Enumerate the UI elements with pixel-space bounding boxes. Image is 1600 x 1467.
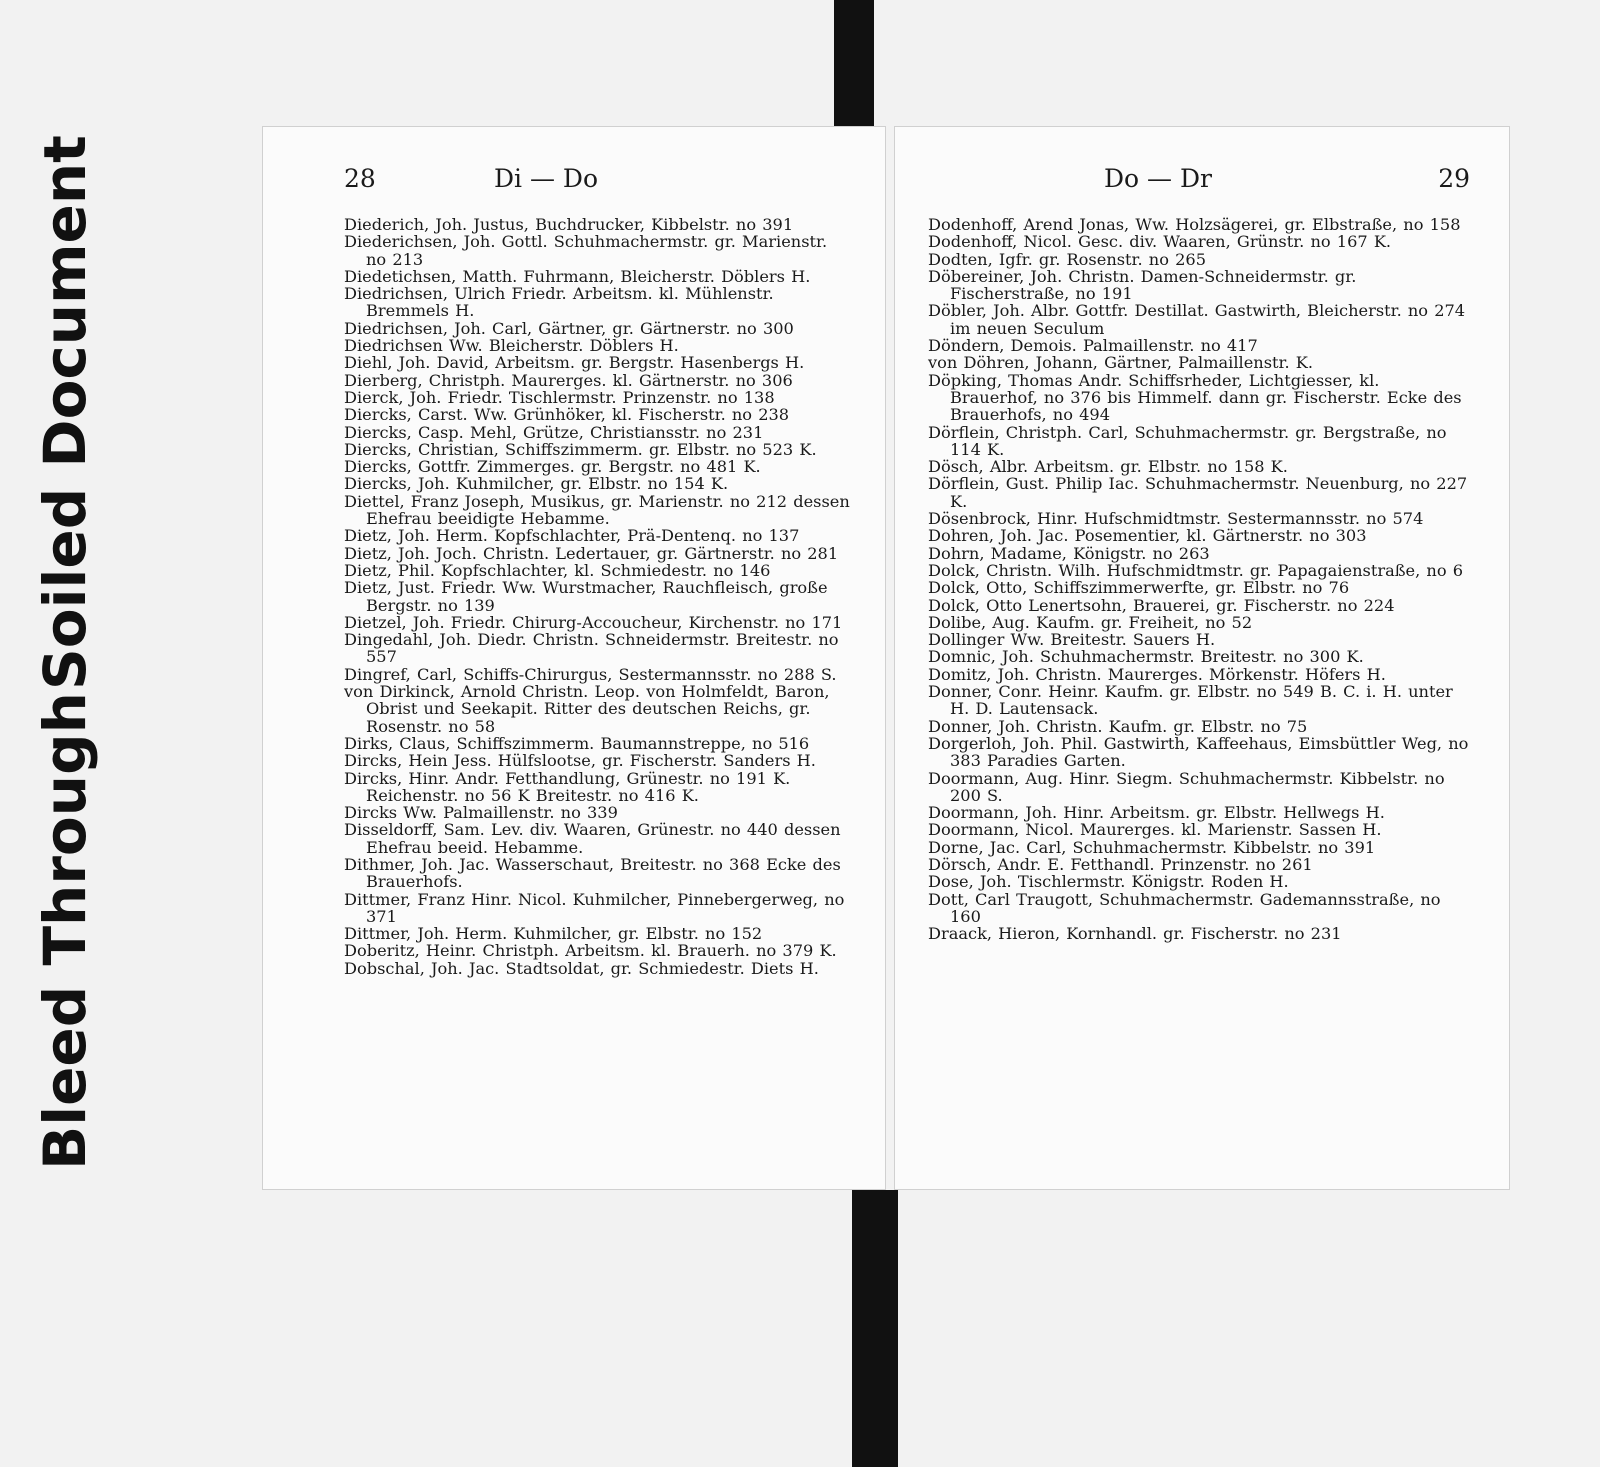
directory-entry: Döndern, Demois. Palmaillenstr. no 417 (928, 336, 1258, 356)
directory-entry: Dohren, Joh. Jac. Posementier, kl. Gärtnerstr. no 303 (928, 526, 1367, 546)
book-gutter-top (834, 0, 874, 126)
left-page (262, 126, 886, 1190)
right-page-number: 29 (1438, 164, 1470, 193)
directory-entry: Diedrichsen, Ulrich Friedr. Arbeitsm. kl. Mühlenstr. Bremmels H. (344, 284, 780, 321)
directory-entry: Dolck, Otto, Schiffszimmerwerfte, gr. Elbstr. no 76 (928, 578, 1350, 598)
directory-entry: Doormann, Nicol. Maurerges. kl. Marienstr. Sassen H. (928, 820, 1382, 840)
directory-entry: Dithmer, Joh. Jac. Wasserschaut, Breitestr. no 368 Ecke des Brauerhofs. (344, 854, 847, 892)
directory-entry: Doberitz, Heinr. Christph. Arbeitsm. kl. Brauerh. no 379 K. (344, 941, 837, 961)
directory-entry: Dingedahl, Joh. Diedr. Christn. Schneidermstr. Breitestr. no 557 (344, 630, 845, 667)
directory-entry: von Dirkinck, Arnold Christn. Leop. von Holmfeldt, Baron, Obrist und Seekapit. Ritter des deutschen Reichs, gr. Rosenstr. no 58 (344, 682, 836, 736)
directory-entry: Dolck, Otto Lenertsohn, Brauerei, gr. Fischerstr. no 224 (928, 595, 1395, 615)
directory-entry: Diederichsen, Joh. Gottl. Schuhmachermstr. gr. Marienstr. no 213 (344, 232, 834, 269)
directory-entry: Dittmer, Joh. Herm. Kuhmilcher, gr. Elbstr. no 152 (344, 924, 763, 944)
directory-entry: Dierberg, Christph. Maurerges. kl. Gärtnerstr. no 306 (344, 370, 793, 390)
directory-entry: Donner, Conr. Heinr. Kaufm. gr. Elbstr. no 549 B. C. i. H. unter H. D. Lautensack. (928, 682, 1459, 719)
directory-entry: Dolck, Christn. Wilh. Hufschmidtmstr. gr. Papagaienstraße, no 6 (928, 560, 1464, 580)
directory-entry: Dott, Carl Traugott, Schuhmachermstr. Gademannsstraße, no 160 (928, 889, 1447, 926)
directory-entry: Dörflein, Gust. Philip Iac. Schuhmachermstr. Neuenburg, no 227 K. (928, 474, 1474, 511)
directory-entry: Diercks, Carst. Ww. Grünhöker, kl. Fischerstr. no 238 (344, 405, 790, 425)
directory-entry: Dobschal, Joh. Jac. Stadtsoldat, gr. Schmiedestr. Diets H. (344, 958, 819, 978)
directory-entry: Dodten, Igfr. gr. Rosenstr. no 265 (928, 249, 1207, 269)
directory-entry: Döbler, Joh. Albr. Gottfr. Destillat. Gastwirth, Bleicherstr. no 274 im neuen Seculum (928, 301, 1472, 338)
directory-entry: Diehl, Joh. David, Arbeitsm. gr. Bergstr. Hasenbergs H. (344, 353, 805, 373)
directory-entry: Diedrichsen, Joh. Carl, Gärtner, gr. Gärtnerstr. no 300 (344, 318, 794, 338)
directory-entry: Donner, Joh. Christn. Kaufm. gr. Elbstr. no 75 (928, 716, 1308, 736)
directory-entry: Dösch, Albr. Arbeitsm. gr. Elbstr. no 158 K. (928, 457, 1288, 477)
directory-entry: Dodenhoff, Arend Jonas, Ww. Holzsägerei, gr. Elbstraße, no 158 (928, 215, 1461, 234)
directory-entry: Doormann, Aug. Hinr. Siegm. Schuhmachermstr. Kibbelstr. no 200 S. (928, 768, 1451, 805)
directory-entry: Dolibe, Aug. Kaufm. gr. Freiheit, no 52 (928, 612, 1253, 632)
directory-entry: von Döhren, Johann, Gärtner, Palmaillenstr. K. (928, 353, 1314, 373)
directory-entry: Diederich, Joh. Justus, Buchdrucker, Kibbelstr. no 391 (344, 215, 794, 234)
directory-entry: Dingref, Carl, Schiffs-Chirurgus, Sestermannsstr. no 288 S. (344, 664, 837, 684)
label-bleed-through: Bleed Through (31, 692, 99, 1170)
directory-entry: Dodenhoff, Nicol. Gesc. div. Waaren, Grünstr. no 167 K. (928, 232, 1392, 252)
right-letter-range: Do — Dr (1104, 164, 1212, 193)
directory-entry: Dollinger Ww. Breitestr. Sauers H. (928, 630, 1216, 650)
directory-entry: Diercks, Christian, Schiffszimmerm. gr. Elbstr. no 523 K. (344, 439, 817, 459)
directory-entry: Dorne, Jac. Carl, Schuhmachermstr. Kibbelstr. no 391 (928, 837, 1376, 857)
directory-entry: Diercks, Gottfr. Zimmerges. gr. Bergstr. no 481 K. (344, 457, 761, 477)
directory-entry: Dirks, Claus, Schiffszimmerm. Baumannstreppe, no 516 (344, 733, 810, 753)
directory-entry: Dircks Ww. Palmaillenstr. no 339 (344, 803, 618, 823)
directory-entry: Dohrn, Madame, Königstr. no 263 (928, 543, 1210, 563)
directory-entry: Dösenbrock, Hinr. Hufschmidtmstr. Sestermannsstr. no 574 (928, 509, 1424, 529)
directory-entry: Diercks, Joh. Kuhmilcher, gr. Elbstr. no 154 K. (344, 474, 729, 494)
directory-entry: Dietz, Just. Friedr. Ww. Wurstmacher, Rauchfleisch, große Bergstr. no 139 (344, 578, 834, 615)
right-directory-list (928, 215, 1475, 944)
directory-entry: Diedetichsen, Matth. Fuhrmann, Bleicherstr. Döblers H. (344, 266, 811, 286)
left-page-number: 28 (344, 164, 376, 193)
directory-entry: Dietz, Joh. Joch. Christn. Ledertauer, gr. Gärtnerstr. no 281 (344, 543, 839, 563)
directory-entry: Domitz, Joh. Christn. Maurerges. Mörkenstr. Höfers H. (928, 664, 1386, 684)
directory-entry: Diettel, Franz Joseph, Musikus, gr. Marienstr. no 212 dessen Ehefrau beeidigte Hebamme. (344, 491, 856, 529)
directory-entry: Dietz, Phil. Kopfschlachter, kl. Schmiedestr. no 146 (344, 560, 771, 580)
directory-entry: Diercks, Casp. Mehl, Grütze, Christiansstr. no 231 (344, 422, 764, 442)
left-page-header (344, 164, 852, 210)
directory-entry: Dörflein, Christph. Carl, Schuhmachermstr. gr. Bergstraße, no 114 K. (928, 422, 1453, 459)
directory-entry: Dircks, Hinr. Andr. Fetthandlung, Grünestr. no 191 K. Reichenstr. no 56 K Breitestr. no 416 K. (344, 768, 797, 805)
directory-entry: Dorgerloh, Joh. Phil. Gastwirth, Kaffeehaus, Eimsbüttler Weg, no 383 Paradies Garten. (928, 733, 1475, 771)
book-gutter-bottom (852, 1190, 898, 1467)
directory-entry: Dietzel, Joh. Friedr. Chirurg-Accoucheur, Kirchenstr. no 171 (344, 612, 843, 632)
directory-entry: Dircks, Hein Jess. Hülfslootse, gr. Fischerstr. Sanders H. (344, 751, 816, 771)
left-letter-range: Di — Do (494, 164, 599, 193)
directory-entry: Dietz, Joh. Herm. Kopfschlachter, Prä-Dentenq. no 137 (344, 526, 800, 546)
left-directory-list (344, 215, 856, 978)
directory-entry: Dierck, Joh. Friedr. Tischlermstr. Prinzenstr. no 138 (344, 387, 775, 407)
scan-defect-label (30, 135, 100, 1170)
directory-entry: Draack, Hieron, Kornhandl. gr. Fischerstr. no 231 (928, 924, 1342, 944)
directory-entry: Dose, Joh. Tischlermstr. Königstr. Roden H. (928, 872, 1289, 892)
directory-entry: Diedrichsen Ww. Bleicherstr. Döblers H. (344, 336, 679, 356)
directory-entry: Domnic, Joh. Schuhmachermstr. Breitestr. no 300 K. (928, 647, 1364, 667)
right-page (894, 126, 1510, 1190)
directory-entry: Disseldorff, Sam. Lev. div. Waaren, Grünestr. no 440 dessen Ehefrau beeid. Hebamme. (344, 820, 847, 857)
directory-entry: Döpking, Thomas Andr. Schiffsrheder, Lichtgiesser, kl. Brauerhof, no 376 bis Himmelf. dann gr. Fischerstr. Ecke des Brauerhofs, no 494 (928, 370, 1468, 425)
directory-entry: Doormann, Joh. Hinr. Arbeitsm. gr. Elbstr. Hellwegs H. (928, 803, 1385, 823)
label-soiled-document: Soiled Document (31, 135, 99, 690)
directory-entry: Dittmer, Franz Hinr. Nicol. Kuhmilcher, Pinnebergerweg, no 371 (344, 889, 851, 926)
right-page-header (928, 164, 1470, 210)
directory-entry: Dörsch, Andr. E. Fetthandl. Prinzenstr. no 261 (928, 854, 1313, 874)
directory-entry: Döbereiner, Joh. Christn. Damen-Schneidermstr. gr. Fischerstraße, no 191 (928, 266, 1363, 304)
